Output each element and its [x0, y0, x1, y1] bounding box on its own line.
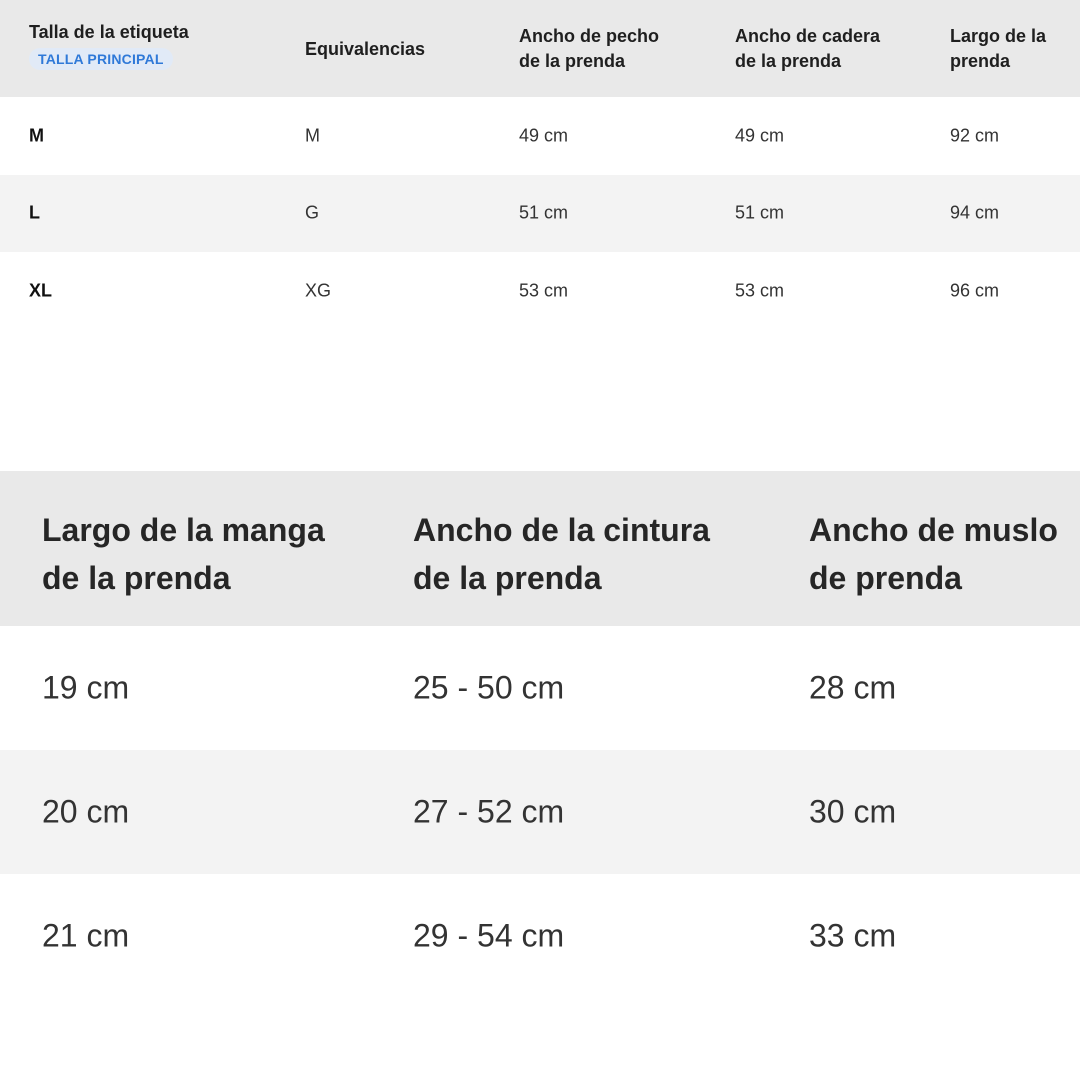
thigh-cell: 30 cm — [809, 793, 897, 830]
table-row — [0, 97, 1080, 175]
header-size-label-cell — [29, 20, 189, 71]
length-cell: 92 cm — [950, 125, 1000, 146]
header-length-line2: prenda — [950, 51, 1011, 71]
sleeve-cell: 20 cm — [42, 793, 130, 830]
main-size-badge: TALLA PRINCIPAL — [29, 48, 173, 70]
table-row — [0, 750, 1080, 874]
chest-cell: 49 cm — [519, 125, 569, 146]
header-thigh-width — [809, 506, 1058, 602]
equivalence-cell: XG — [305, 280, 332, 301]
waist-cell: 27 - 52 cm — [413, 793, 565, 830]
header-length-line1: Largo de la — [950, 26, 1047, 46]
header-hip-line1: Ancho de cadera — [735, 26, 881, 46]
length-cell: 94 cm — [950, 202, 1000, 223]
hip-cell: 53 cm — [735, 280, 785, 301]
waist-cell: 25 - 50 cm — [413, 669, 565, 706]
measurements-table-header — [0, 471, 1080, 626]
header-thigh-line1: Ancho de muslo — [809, 512, 1058, 548]
length-cell: 96 cm — [950, 280, 1000, 301]
header-thigh-line2: de prenda — [809, 560, 962, 596]
thigh-cell: 28 cm — [809, 669, 897, 706]
chest-cell: 53 cm — [519, 280, 569, 301]
header-size-label: Talla de la etiqueta — [29, 22, 189, 42]
table-row — [0, 252, 1080, 330]
table-row — [0, 175, 1080, 253]
hip-cell: 49 cm — [735, 125, 785, 146]
measurements-table — [0, 471, 1080, 998]
equivalence-cell: M — [305, 125, 320, 146]
header-hip-width — [735, 24, 935, 74]
equivalence-cell: G — [305, 202, 320, 223]
waist-cell: 29 - 54 cm — [413, 917, 565, 954]
hip-cell: 51 cm — [735, 202, 785, 223]
table-row — [0, 874, 1080, 998]
header-waist-width — [413, 506, 710, 602]
size-table — [0, 0, 1080, 330]
header-hip-line2: de la prenda — [735, 51, 842, 71]
size-cell: M — [29, 125, 44, 146]
header-sleeve-line1: Largo de la manga — [42, 512, 325, 548]
header-chest-line1: Ancho de pecho — [519, 26, 660, 46]
size-cell: XL — [29, 280, 53, 301]
chest-cell: 51 cm — [519, 202, 569, 223]
thigh-cell: 33 cm — [809, 917, 897, 954]
header-waist-line2: de la prenda — [413, 560, 602, 596]
sleeve-cell: 19 cm — [42, 669, 130, 706]
header-sleeve-length — [42, 506, 325, 602]
sleeve-cell: 21 cm — [42, 917, 130, 954]
header-waist-line1: Ancho de la cintura — [413, 512, 710, 548]
header-chest-width — [519, 24, 719, 74]
header-equivalences: Equivalencias — [305, 39, 426, 59]
size-cell: L — [29, 202, 40, 223]
header-chest-line2: de la prenda — [519, 51, 626, 71]
header-sleeve-line2: de la prenda — [42, 560, 231, 596]
table-row — [0, 626, 1080, 750]
size-table-header — [0, 0, 1080, 97]
header-garment-length — [950, 24, 1080, 74]
